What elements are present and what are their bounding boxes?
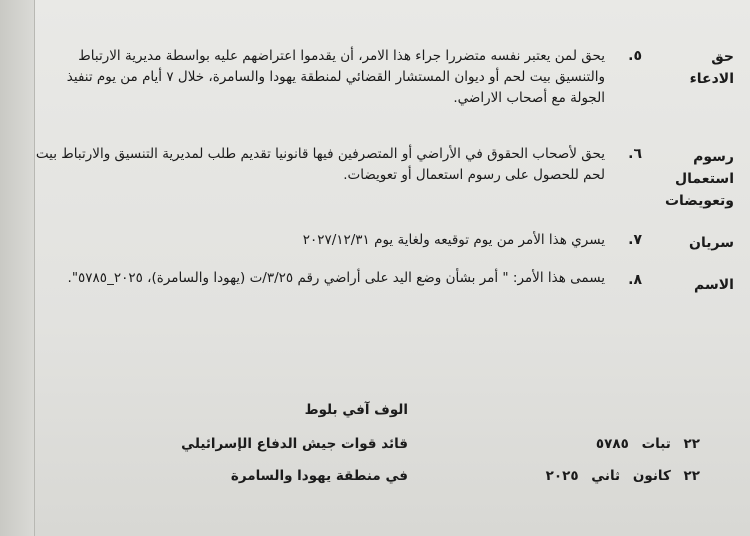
section-8-text: يسمى هذا الأمر: " أمر بشأن وضع اليد على أراضي رقم ٣/٢٥/ت (يهودا والسامرة)، ٢٠٢٥_٥٧٨٥". (67, 270, 605, 286)
section-8-heading (634, 274, 734, 296)
heading-line: سريان (689, 235, 734, 251)
section-5-text: يحق لمن يعتبر نفسه متضررا جراء هذا الامر، أن يقدموا اعتراضهم عليه بواسطة مديرية الارتباط والتنسيق بيت لحم أو ديوان المستشار القضائي لمنطقة يهودا والسامرة، خلال ٧ أيام من يوم تنفيذ الجولة مع أصحاب الاراضي. (66, 48, 605, 106)
section-8-number: ٨. (628, 272, 642, 288)
date-hebrew: ٢٢ تبات ٥٧٨٥ (595, 436, 700, 452)
heading-line: حق (711, 49, 734, 65)
signature-region: في منطقة يهودا والسامرة (230, 468, 408, 484)
paper-edge (0, 0, 35, 536)
section-6-text: يحق لأصحاب الحقوق في الأراضي أو المتصرفين فيها قانونيا تقديم طلب لمديرية التنسيق والارتباط بيت لحم للحصول على رسوم استعمال أو تعويضات. (35, 146, 605, 183)
section-7-heading (634, 232, 734, 254)
heading-line: استعمال (675, 171, 734, 187)
heading-line: الادعاء (689, 71, 734, 87)
heading-line: وتعويضات (664, 193, 734, 209)
section-6-number: ٦. (628, 146, 642, 162)
heading-line: رسوم (693, 149, 734, 165)
section-7-number: ٧. (628, 232, 642, 248)
section-7-text: يسري هذا الأمر من يوم توقيعه ولغاية يوم ٢٠٢٧/١٢/٣١ (302, 232, 605, 248)
signature-title: قائد قوات جيش الدفاع الإسرائيلي (181, 436, 408, 452)
date-gregorian: ٢٢ كانون ثاني ٢٠٢٥ (545, 468, 700, 484)
heading-line: الاسم (694, 277, 734, 293)
section-5-heading (634, 46, 734, 90)
section-6-heading (634, 146, 734, 212)
signature-name: الوف آفي بلوط (304, 402, 408, 418)
section-5-number: ٥. (628, 48, 642, 64)
